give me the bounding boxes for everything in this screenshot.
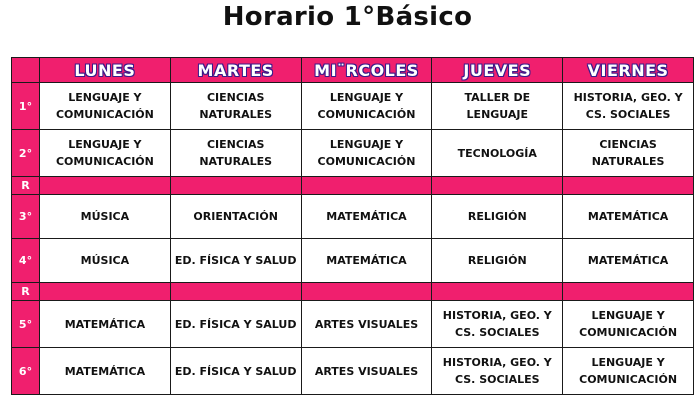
- day-header: MARTES: [170, 58, 301, 83]
- recess-label: R: [12, 283, 40, 301]
- recess-cell: [170, 283, 301, 301]
- class-cell: MATEMÁTICA: [40, 348, 171, 395]
- class-cell: LENGUAJE Y COMUNICACIÓN: [563, 348, 694, 395]
- recess-cell: [432, 283, 563, 301]
- recess-cell: [432, 177, 563, 195]
- class-cell: LENGUAJE Y COMUNICACIÓN: [40, 83, 171, 130]
- period-row: [12, 130, 694, 177]
- day-header: JUEVES: [432, 58, 563, 83]
- class-cell: MÚSICA: [40, 195, 171, 239]
- recess-cell: [40, 177, 171, 195]
- class-cell: HISTORIA, GEO. Y CS. SOCIALES: [432, 348, 563, 395]
- class-cell: MATEMÁTICA: [563, 239, 694, 283]
- class-cell: TECNOLOGÍA: [432, 130, 563, 177]
- class-cell: RELIGIÓN: [432, 239, 563, 283]
- recess-cell: [301, 283, 432, 301]
- page-title: Horario 1°Básico: [222, 2, 473, 32]
- recess-cell: [563, 283, 694, 301]
- period-label: 5°: [12, 301, 40, 348]
- period-label: 2°: [12, 130, 40, 177]
- day-header: MI¨RCOLES: [301, 58, 432, 83]
- class-cell: HISTORIA, GEO. Y CS. SOCIALES: [563, 83, 694, 130]
- recess-label: R: [12, 177, 40, 195]
- period-row: [12, 348, 694, 395]
- recess-row: [12, 283, 694, 301]
- class-cell: ED. FÍSICA Y SALUD: [170, 348, 301, 395]
- class-cell: ED. FÍSICA Y SALUD: [170, 239, 301, 283]
- class-cell: MATEMÁTICA: [40, 301, 171, 348]
- class-cell: MATEMÁTICA: [301, 195, 432, 239]
- class-cell: LENGUAJE Y COMUNICACIÓN: [563, 301, 694, 348]
- day-header: VIERNES: [563, 58, 694, 83]
- recess-row: [12, 177, 694, 195]
- period-label: 6°: [12, 348, 40, 395]
- period-row: [12, 195, 694, 239]
- class-cell: ED. FÍSICA Y SALUD: [170, 301, 301, 348]
- recess-cell: [170, 177, 301, 195]
- schedule-table: [11, 57, 694, 395]
- class-cell: MÚSICA: [40, 239, 171, 283]
- period-label: 4°: [12, 239, 40, 283]
- day-header: LUNES: [40, 58, 171, 83]
- class-cell: CIENCIAS NATURALES: [563, 130, 694, 177]
- recess-cell: [40, 283, 171, 301]
- period-label: 3°: [12, 195, 40, 239]
- day-header-row: [12, 58, 694, 83]
- period-row: [12, 239, 694, 283]
- class-cell: ARTES VISUALES: [301, 301, 432, 348]
- class-cell: LENGUAJE Y COMUNICACIÓN: [301, 130, 432, 177]
- class-cell: ORIENTACIÓN: [170, 195, 301, 239]
- class-cell: LENGUAJE Y COMUNICACIÓN: [301, 83, 432, 130]
- class-cell: RELIGIÓN: [432, 195, 563, 239]
- class-cell: MATEMÁTICA: [563, 195, 694, 239]
- class-cell: LENGUAJE Y COMUNICACIÓN: [40, 130, 171, 177]
- recess-cell: [563, 177, 694, 195]
- period-row: [12, 83, 694, 130]
- recess-cell: [301, 177, 432, 195]
- class-cell: ARTES VISUALES: [301, 348, 432, 395]
- period-row: [12, 301, 694, 348]
- period-label: 1°: [12, 83, 40, 130]
- class-cell: CIENCIAS NATURALES: [170, 83, 301, 130]
- class-cell: CIENCIAS NATURALES: [170, 130, 301, 177]
- class-cell: TALLER DE LENGUAJE: [432, 83, 563, 130]
- header-corner-cell: [12, 58, 40, 83]
- class-cell: HISTORIA, GEO. Y CS. SOCIALES: [432, 301, 563, 348]
- class-cell: MATEMÁTICA: [301, 239, 432, 283]
